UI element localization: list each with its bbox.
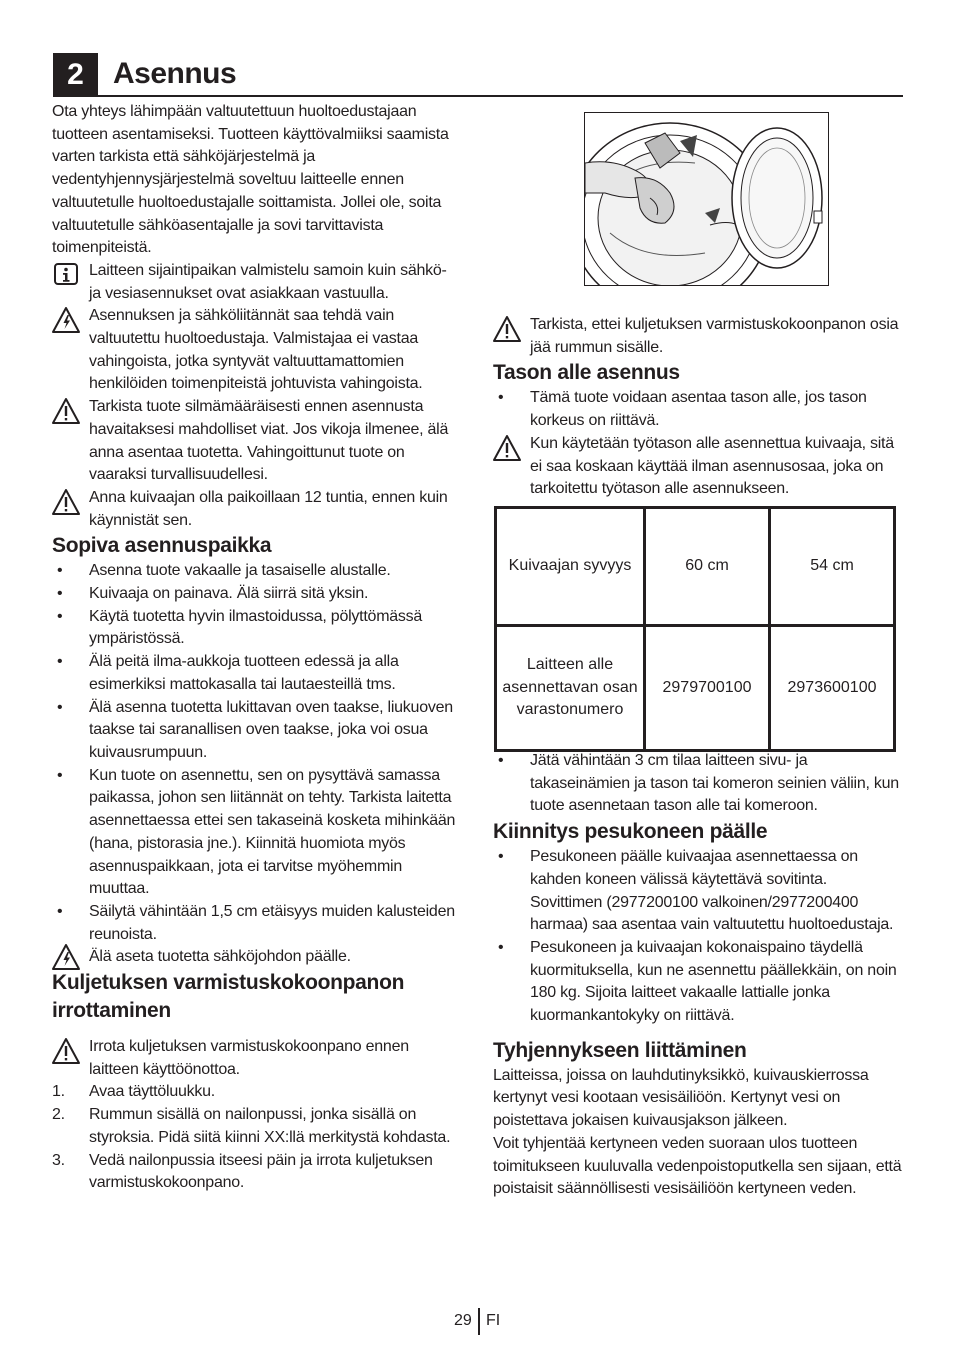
gap-list <box>493 750 903 818</box>
drain-paragraph-1: Laitteissa, joissa on lauhdutinyksikkö, kuivauskierrossa kertynyt vesi kootaan vesisäiliöön. Kertynyt vesi on poistettava jokaisen kuivausjakson jälkeen. <box>493 1066 869 1130</box>
part-number-table <box>494 506 896 752</box>
list-item <box>52 1081 462 1104</box>
table-cell: Laitteen alle asennettavan osan varastonumero <box>496 626 645 751</box>
list-item: • Käytä tuotetta hyvin ilmastoidussa, pölyttömässä ympäristössä. <box>52 606 462 651</box>
under-warning <box>493 433 903 501</box>
dryer-drum-illustration <box>584 112 829 286</box>
warning-triangle-icon <box>493 434 526 464</box>
place-heading: Sopiva asennuspaikka <box>52 534 272 558</box>
drum-warning-text: Tarkista, ettei kuljetuksen varmistuskokoonpanon osia jää rummun sisälle. <box>530 316 899 356</box>
drum-warning <box>493 314 903 359</box>
under-warning-text: Kun käytetään työtason alle asennettua kuivaaja, sitä ei saa koskaan käyttää ilman asennusosaa, joka on tarkoitettu työtason alle asennukseen. <box>530 434 894 498</box>
step-number: 2. <box>52 1106 65 1124</box>
cord-shock-note <box>52 946 462 969</box>
step-text: Rummun sisällä on nailonpussi, jonka sisällä on styroksia. Pidä siitä kiinni XX:llä merkitystä kohdasta. <box>89 1106 451 1146</box>
stack-heading: Kiinnitys pesukoneen päälle <box>493 820 768 844</box>
transport-steps <box>52 1081 462 1195</box>
list-item: • Säilytä vähintään 1,5 cm etäisyys muiden kalusteiden reunoista. <box>52 901 462 946</box>
drain-heading: Tyhjennykseen liittäminen <box>493 1038 747 1062</box>
step-number: 3. <box>52 1151 65 1169</box>
list-item: • Tämä tuote voidaan asentaa tason alle, jos tason korkeus on riittävä. <box>493 387 903 432</box>
table-cell: 2973600100 <box>770 626 895 751</box>
table-cell: 60 cm <box>645 508 770 626</box>
list-item: • Pesukoneen ja kuivaajan kokonaispaino täydellä kuormituksella, kun ne asennettu päällekkäin, on noin 180 kg. Sijoita laitteet vakaalle lattialle jonka kuormankantokyky on riittävä. <box>493 937 903 1028</box>
list-item <box>52 1104 462 1149</box>
shock-note <box>52 305 462 396</box>
info-note <box>52 260 462 305</box>
wait-warning <box>52 487 462 532</box>
transport-warning <box>52 1036 462 1081</box>
info-note-text: Laitteen sijaintipaikan valmistelu samoin kuin sähkö- ja vesiasennukset ovat asiakkaan vastuulla. <box>89 261 447 302</box>
info-icon <box>52 261 85 291</box>
table-cell: 2979700100 <box>645 626 770 751</box>
place-list <box>52 560 462 946</box>
cord-shock-note-text: Älä aseta tuotetta sähköjohdon päälle. <box>89 948 351 966</box>
electric-shock-icon <box>52 306 85 336</box>
step-number: 1. <box>52 1083 65 1101</box>
list-item: • Pesukoneen päälle kuivaajaa asennettaessa on kahden koneen välissä käytettävä sovitinta. Sovittimen (2977200100 valkoinen/2977200400 harmaa) saa asentaa vain valtuutettu huoltoedustaja. <box>493 846 903 937</box>
list-item: • Kuivaaja on painava. Älä siirrä sitä yksin. <box>52 583 462 606</box>
shock-note-text: Asennuksen ja sähköliitännät saa tehdä vain valtuutettu huoltoedustaja. Valmistajaa ei vastaa vahingoista, jotka syntyvät valtuuttamattomien henkilöiden toimenpiteistä johtuvista vahingoista. <box>89 307 423 393</box>
table-row <box>496 508 895 626</box>
step-text: Vedä nailonpussia itseesi päin ja irrota kuljetuksen varmistuskokoonpano. <box>89 1151 433 1192</box>
warning-triangle-icon <box>493 315 526 345</box>
table-row <box>496 626 895 751</box>
list-item: • Asenna tuote vakaalle ja tasaiselle alustalle. <box>52 560 462 583</box>
transport-warning-text: Irrota kuljetuksen varmistuskokoonpano ennen laitteen käyttöönottoa. <box>89 1038 409 1078</box>
chapter-number: 2 <box>53 53 98 96</box>
list-item: • Älä asenna tuotetta lukittavan oven taakse, liukuoven taakse tai saranallisen oven taakse, joka voi osua kuivausrumpuun. <box>52 697 462 765</box>
warning-triangle-icon <box>52 488 85 518</box>
inspect-warning-text: Tarkista tuote silmämääräisesti ennen asennusta havaitaksesi mahdolliset viat. Jos vikoja ilmenee, älä anna asentaa tuotetta. Vahingoittunut tuote on vaaraksi turvallisuudellesi. <box>89 398 449 484</box>
header-rule <box>53 95 903 97</box>
table-cell: Kuivaajan syvyys <box>496 508 645 626</box>
warning-triangle-icon <box>52 1037 85 1067</box>
list-item: • Älä peitä ilma-aukkoja tuotteen edessä ja alla esimerkiksi mattokasalla tai lautaesteillä tms. <box>52 651 462 696</box>
warning-triangle-icon <box>52 397 85 427</box>
inspect-warning <box>52 396 462 487</box>
list-item: • Kun tuote on asennettu, sen on pysyttävä samassa paikassa, johon sen liitännät on tehty. Tarkista laitetta asennettaessa ettei sen takaseinä kosketa mihinkään (hana, pistorasia jne.). Kiinnitä huomiota myös asennuspaikkaan, jota ei tarvitse myöhemmin muuttaa. <box>52 765 462 901</box>
under-heading: Tason alle asennus <box>493 361 680 385</box>
table-cell: 54 cm <box>770 508 895 626</box>
right-column-lower <box>493 750 903 1201</box>
chapter-title: Asennus <box>113 57 237 90</box>
list-item: • Jätä vähintään 3 cm tilaa laitteen sivu- ja takaseinämien ja tason tai komeron seinien väliin, kun tuote asennetaan tason alle tai komeroon. <box>493 750 903 818</box>
under-list <box>493 387 903 432</box>
footer-divider <box>478 1308 480 1335</box>
left-column <box>52 101 462 1195</box>
electric-shock-icon <box>52 943 85 973</box>
page-number: 29 <box>454 1312 472 1329</box>
drain-paragraph-2: Voit tyhjentää kertyneen veden suoraan ulos tuotteen toimitukseen kuuluvalla vedenpoistoputkella sen sijaan, että poistaisit säännöllisesti vesisäiliöön kertyneen veden. <box>493 1134 902 1198</box>
list-item <box>52 1150 462 1195</box>
right-column <box>493 314 903 501</box>
intro-paragraph: Ota yhteys lähimpään valtuutettuun huoltoedustajaan tuotteen asentamiseksi. Tuotteen käyttövalmiiksi saamista varten tarkista että sähköjärjestelmä ja vedentyhjennysjärjestelmä soveltuu laitteelle ennen valtuutetulle huoltoedustajalle soittamista. Jollei ole, soita valtuutetulle sähköasentajalle ja sovi tarvittavista toimenpiteistä. <box>52 103 449 257</box>
step-text: Avaa täyttöluukku. <box>89 1083 215 1101</box>
dryer-drawing <box>585 113 828 285</box>
language-code: FI <box>486 1312 501 1329</box>
wait-warning-text: Anna kuivaajan olla paikoillaan 12 tuntia, ennen kuin käynnistät sen. <box>89 488 448 529</box>
stack-list <box>493 846 903 1028</box>
transport-heading: Kuljetuksen varmistuskokoonpanon irrottaminen <box>52 971 405 1023</box>
